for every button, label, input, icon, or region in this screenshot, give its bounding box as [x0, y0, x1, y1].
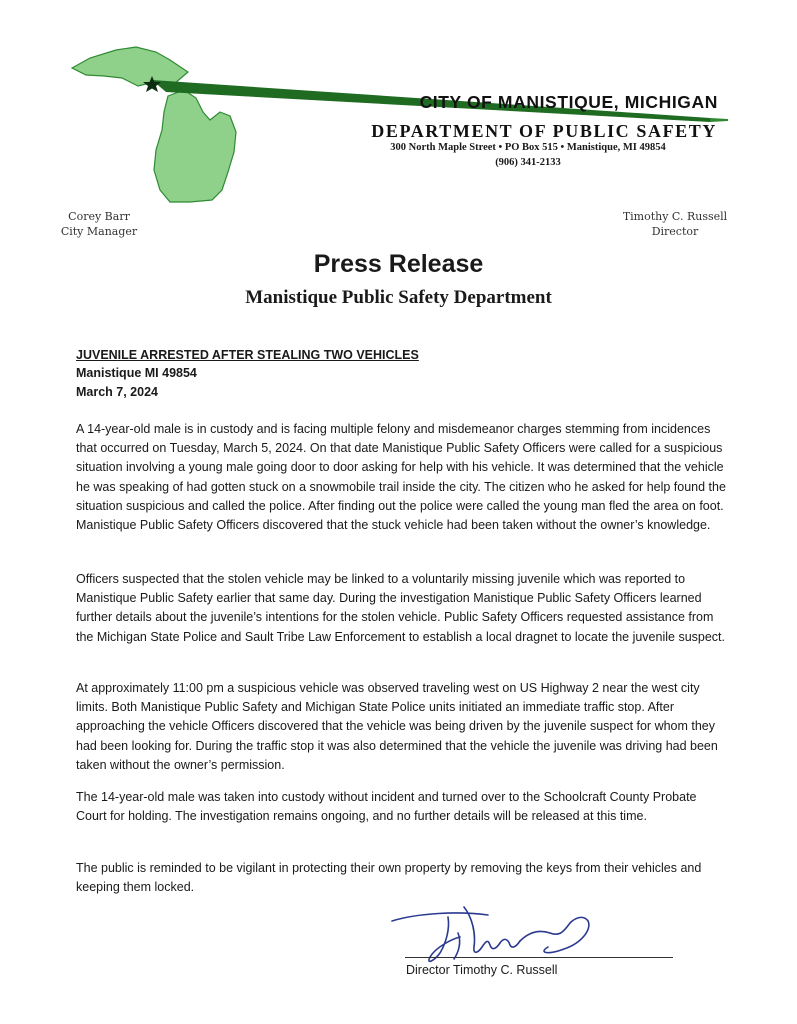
body-paragraph-1: A 14-year-old male is in custody and is facing multiple felony and misdemeanor charges stemming from incidences that occurred on Tuesday, March 5, 2024. On that date Manistique Public Safety Officers were called for a suspicious situation involving a young male going door to door asking for help with his vehicle. It was determined that the vehicle he was speaking of had gotten stuck on a snowmobile trail inside the city. The citizen who he asked for help found the situation suspicious and called the police. After finding out the police were called the young man fled the area on foot. Manistique Public Safety Officers discovered that the stuck vehicle had been taken without the owner’s knowledge.: [76, 422, 726, 533]
release-headline: JUVENILE ARRESTED AFTER STEALING TWO VEHICLES: [76, 348, 419, 362]
director-block: [600, 209, 750, 239]
director-title: Director: [651, 225, 699, 238]
director-name: Timothy C. Russell: [622, 210, 728, 223]
press-release-title: Press Release: [313, 250, 484, 278]
body-paragraph-2: Officers suspected that the stolen vehicle may be linked to a voluntarily missing juvenile which was reported to Manistique Public Safety earlier that same day. During the investigation Manistique Public Safety Officers learned further details about the juvenile’s intentions for the stolen vehicle. Public Safety Officers requested assistance from the Michigan State Police and Sault Tribe Law Enforcement to establish a local dragnet to locate the juvenile suspect.: [76, 572, 725, 644]
body-paragraph-5: The public is reminded to be vigilant in protecting their own property by removing the keys from their vehicles and keeping them locked.: [76, 861, 702, 895]
department-address: 300 North Maple Street • PO Box 515 • Manistique, MI 49854: [390, 142, 666, 153]
body-paragraph-4: The 14-year-old male was taken into custody without incident and turned over to the Schoolcraft County Probate Court for holding. The investigation remains ongoing, and no further details will be released at this time.: [76, 790, 697, 824]
release-location: Manistique MI 49854: [76, 366, 197, 380]
department-title: DEPARTMENT OF PUBLIC SAFETY: [371, 121, 717, 141]
press-release-subtitle: Manistique Public Safety Department: [245, 287, 552, 308]
city-manager-title: City Manager: [60, 225, 138, 238]
release-date: March 7, 2024: [76, 385, 158, 399]
city-manager-name: Corey Barr: [68, 210, 130, 223]
signature-line: [405, 957, 673, 958]
department-phone: (906) 341-2133: [495, 157, 561, 168]
signature-caption: Director Timothy C. Russell: [406, 963, 558, 977]
city-manager-block: [44, 209, 154, 239]
body-paragraph-3: At approximately 11:00 pm a suspicious vehicle was observed traveling west on US Highway 2 near the west city limits. Both Manistique Public Safety and Michigan State Police units initiated an immediate traffic stop. After approaching the vehicle Officers discovered that the vehicle was being driven by the juvenile suspect for whom they had been looking for. During the traffic stop it was also determined that the vehicle the juvenile was driving had been taken without the owner’s permission.: [76, 681, 718, 772]
city-title: CITY OF MANISTIQUE, MICHIGAN: [419, 92, 718, 112]
